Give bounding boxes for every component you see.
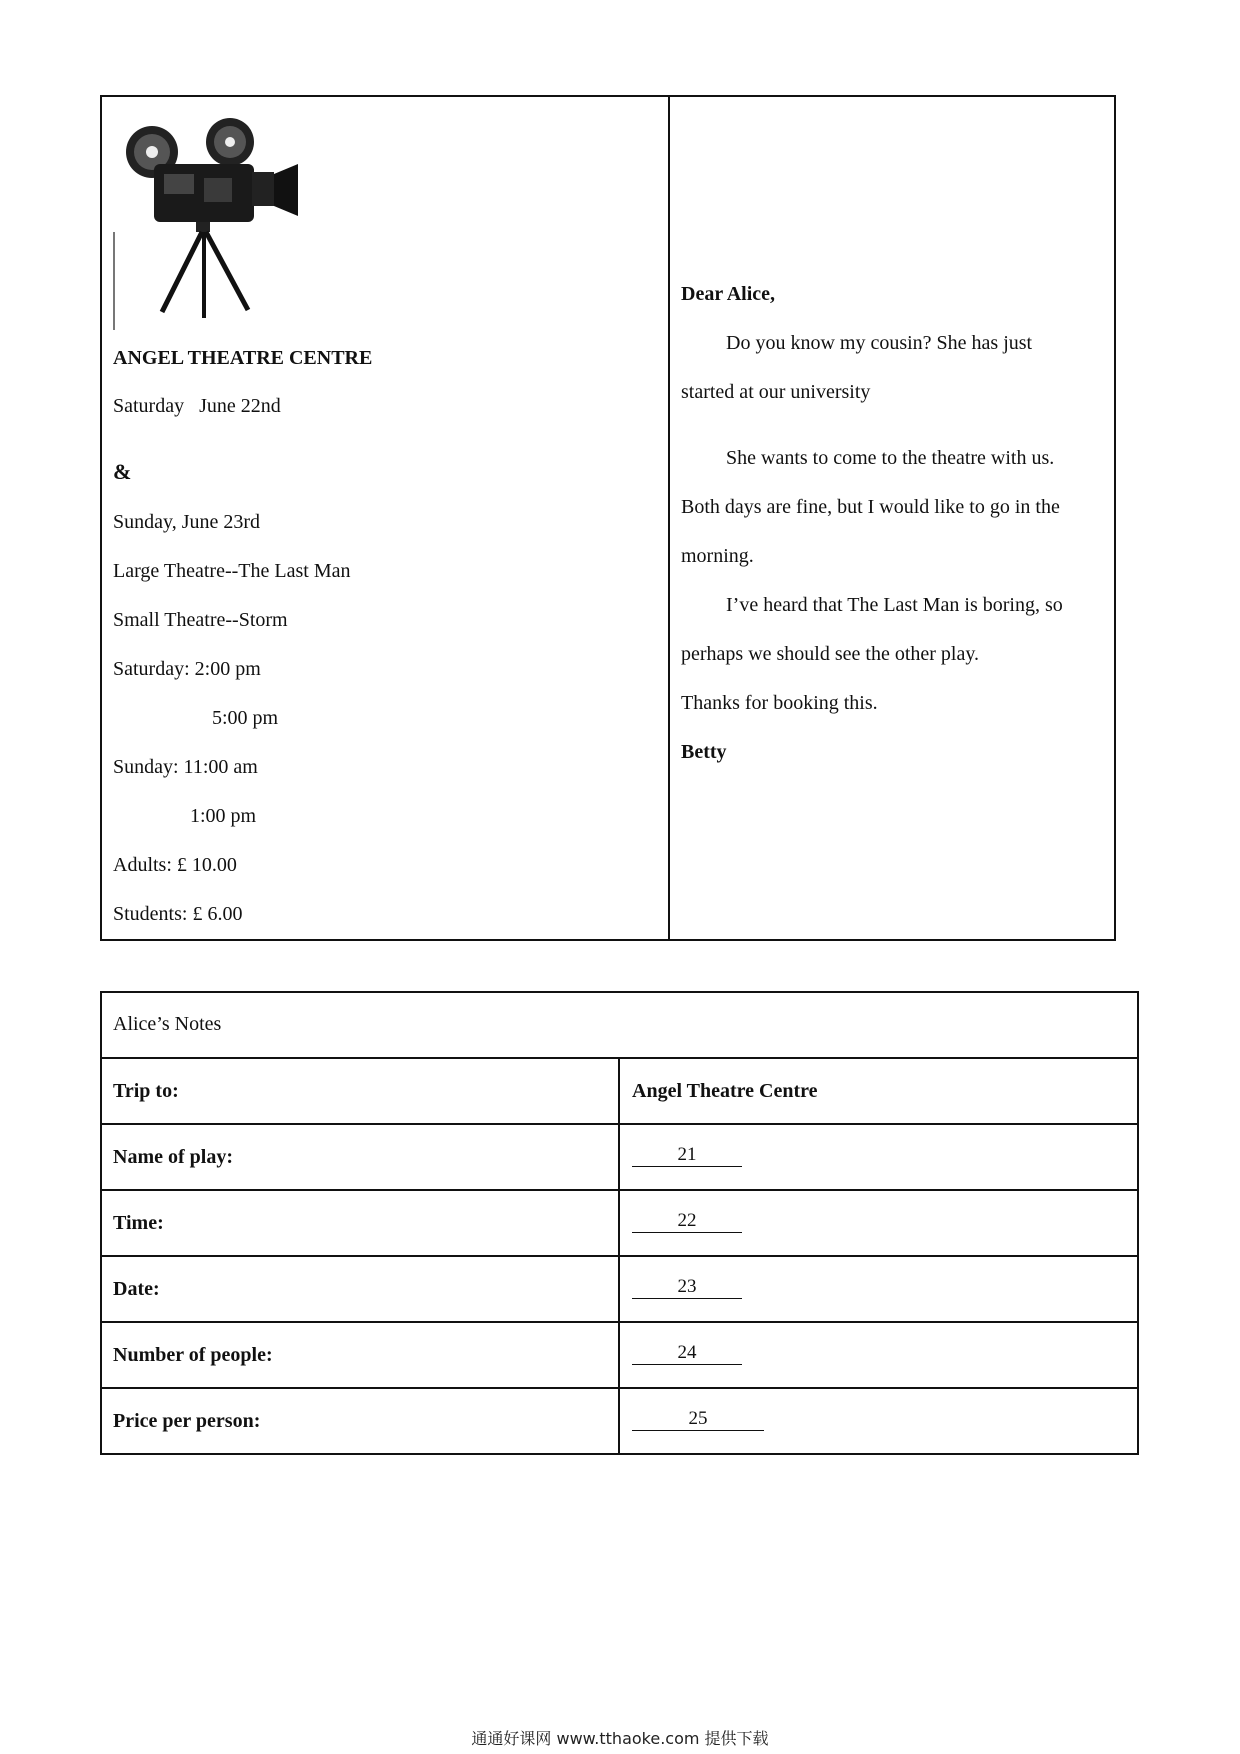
- footer-watermark: 通通好课网 www.tthaoke.com 提供下载: [471, 1729, 769, 1748]
- blank-22[interactable]: 22: [632, 1211, 742, 1233]
- blank-23[interactable]: 23: [632, 1277, 742, 1299]
- film-camera-icon: [112, 112, 308, 332]
- column-divider: [668, 95, 670, 941]
- label-name-of-play: Name of play:: [113, 1146, 233, 1168]
- letter-line-3: She wants to come to the theatre with us.: [726, 447, 1055, 469]
- price-students: Students: £ 6.00: [113, 903, 243, 925]
- theatre-name: ANGEL THEATRE CENTRE: [113, 347, 373, 369]
- date-saturday: Saturday June 22nd: [113, 395, 281, 417]
- label-price-per-person: Price per person:: [113, 1410, 261, 1432]
- saturday-time-1: Saturday: 2:00 pm: [113, 658, 261, 680]
- play-large-theatre: Large Theatre--The Last Man: [113, 560, 351, 582]
- sunday-time-1: Sunday: 11:00 am: [113, 756, 258, 778]
- label-time: Time:: [113, 1212, 164, 1234]
- letter-line-5: morning.: [681, 545, 754, 567]
- date-sunday: Sunday, June 23rd: [113, 511, 261, 533]
- letter-line-8: Thanks for booking this.: [681, 692, 878, 714]
- value-trip-to: Angel Theatre Centre: [632, 1080, 818, 1102]
- letter-line-2: started at our university: [681, 381, 871, 403]
- column-divider: [618, 1057, 620, 1455]
- letter-line-7: perhaps we should see the other play.: [681, 643, 980, 665]
- blank-24[interactable]: 24: [632, 1343, 742, 1365]
- label-trip-to: Trip to:: [113, 1080, 179, 1102]
- letter-line-4: Both days are fine, but I would like to go in the: [681, 496, 1060, 518]
- label-date: Date:: [113, 1278, 160, 1300]
- letter-line-6: I’ve heard that The Last Man is boring, so: [726, 594, 1063, 616]
- price-adults: Adults: £ 10.00: [113, 854, 237, 876]
- blank-21[interactable]: 21: [632, 1145, 742, 1167]
- play-small-theatre: Small Theatre--Storm: [113, 609, 288, 631]
- saturday-time-2: 5:00 pm: [212, 707, 279, 729]
- letter-signature: Betty: [681, 741, 727, 763]
- label-number-of-people: Number of people:: [113, 1344, 273, 1366]
- letter-greeting: Dear Alice,: [681, 283, 776, 305]
- notes-title: Alice’s Notes: [113, 1013, 222, 1035]
- sunday-time-2: 1:00 pm: [190, 805, 257, 827]
- blank-25[interactable]: 25: [632, 1409, 764, 1431]
- ampersand: &: [113, 459, 132, 484]
- letter-line-1: Do you know my cousin? She has just: [726, 332, 1033, 354]
